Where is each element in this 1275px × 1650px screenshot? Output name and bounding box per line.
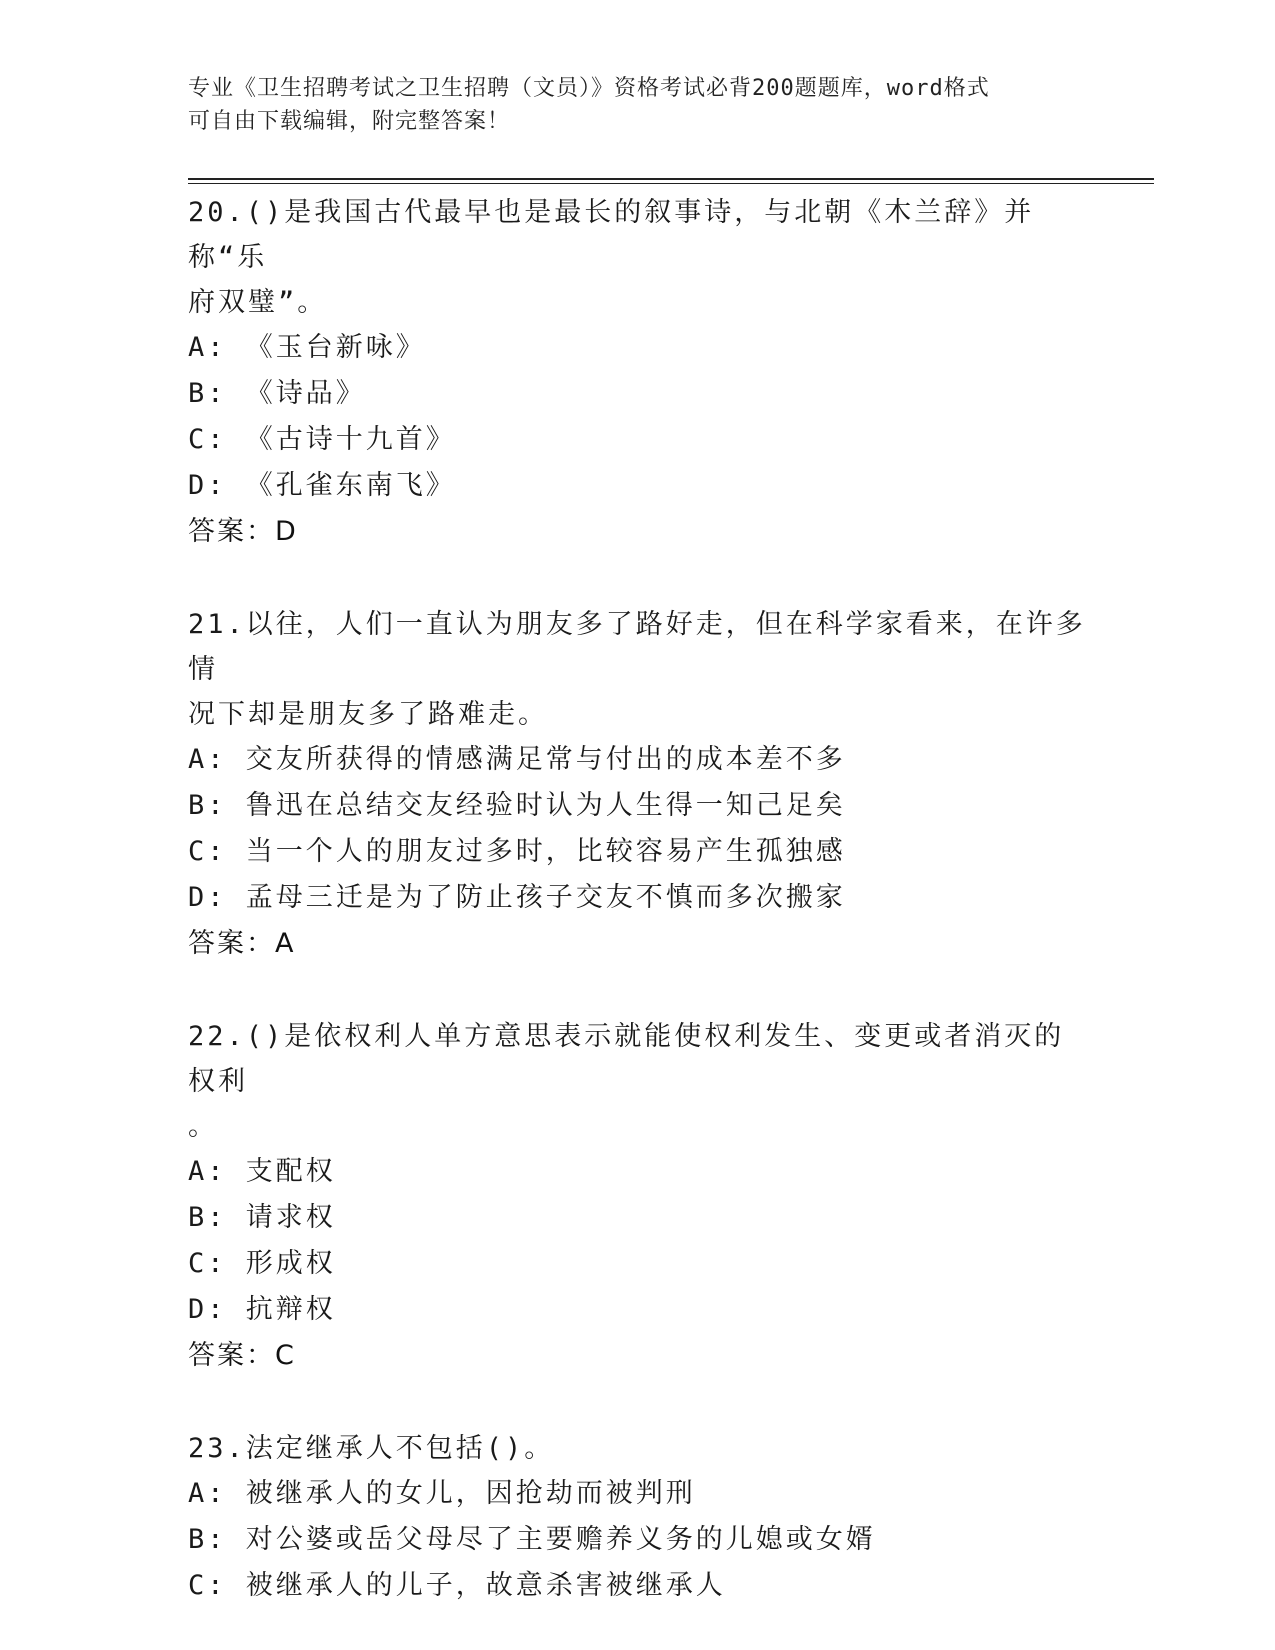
question-stem-line-1: 22.()是依权利人单方意思表示就能使权利发生、变更或者消灭的权利: [188, 1021, 1065, 1097]
header-divider-thin: [188, 183, 1154, 184]
question-stem-line-2: 府双璧”。: [188, 287, 328, 318]
answer-line: 答案：C: [188, 1340, 296, 1371]
question-stem-line-2: 。: [188, 1111, 218, 1142]
question-22: [188, 1014, 1088, 1379]
document-header: [188, 72, 1088, 138]
header-line-1: 专业《卫生招聘考试之卫生招聘（文员）》资格考试必背200题题库，word格式: [188, 76, 990, 101]
question-stem-line-2: 况下却是朋友多了路难走。: [188, 699, 548, 730]
option-a: A: 被继承人的女儿，因抢劫而被判刑: [188, 1478, 696, 1509]
option-d: D: 抗辩权: [188, 1294, 336, 1325]
option-c: C: 《古诗十九首》: [188, 424, 456, 455]
option-d: D: 孟母三迁是为了防止孩子交友不慎而多次搬家: [188, 882, 846, 913]
option-b: B: 鲁迅在总结交友经验时认为人生得一知己足矣: [188, 790, 846, 821]
option-c: C: 形成权: [188, 1248, 336, 1279]
question-stem-line-1: 20.()是我国古代最早也是最长的叙事诗，与北朝《木兰辞》并称“乐: [188, 197, 1035, 273]
option-a: A: 支配权: [188, 1156, 336, 1187]
option-c: C: 被继承人的儿子，故意杀害被继承人: [188, 1570, 726, 1601]
answer-line: 答案：D: [188, 516, 298, 547]
option-d: D: 《孔雀东南飞》: [188, 470, 456, 501]
question-stem-line-1: 21.以往，人们一直认为朋友多了路好走，但在科学家看来，在许多情: [188, 609, 1086, 685]
option-b: B: 《诗品》: [188, 378, 366, 409]
question-list: [188, 190, 1088, 1609]
option-a: A: 《玉台新咏》: [188, 332, 426, 363]
option-b: B: 对公婆或岳父母尽了主要赡养义务的儿媳或女婿: [188, 1524, 876, 1555]
question-21: [188, 602, 1088, 967]
header-divider-thick: [188, 178, 1154, 180]
option-b: B: 请求权: [188, 1202, 336, 1233]
header-line-2: 可自由下载编辑，附完整答案！: [188, 109, 511, 134]
question-20: [188, 190, 1088, 555]
option-a: A: 交友所获得的情感满足常与付出的成本差不多: [188, 744, 846, 775]
question-stem-line-1: 23.法定继承人不包括()。: [188, 1433, 555, 1464]
answer-line: 答案：A: [188, 928, 296, 959]
question-23: [188, 1426, 1088, 1609]
option-c: C: 当一个人的朋友过多时，比较容易产生孤独感: [188, 836, 846, 867]
